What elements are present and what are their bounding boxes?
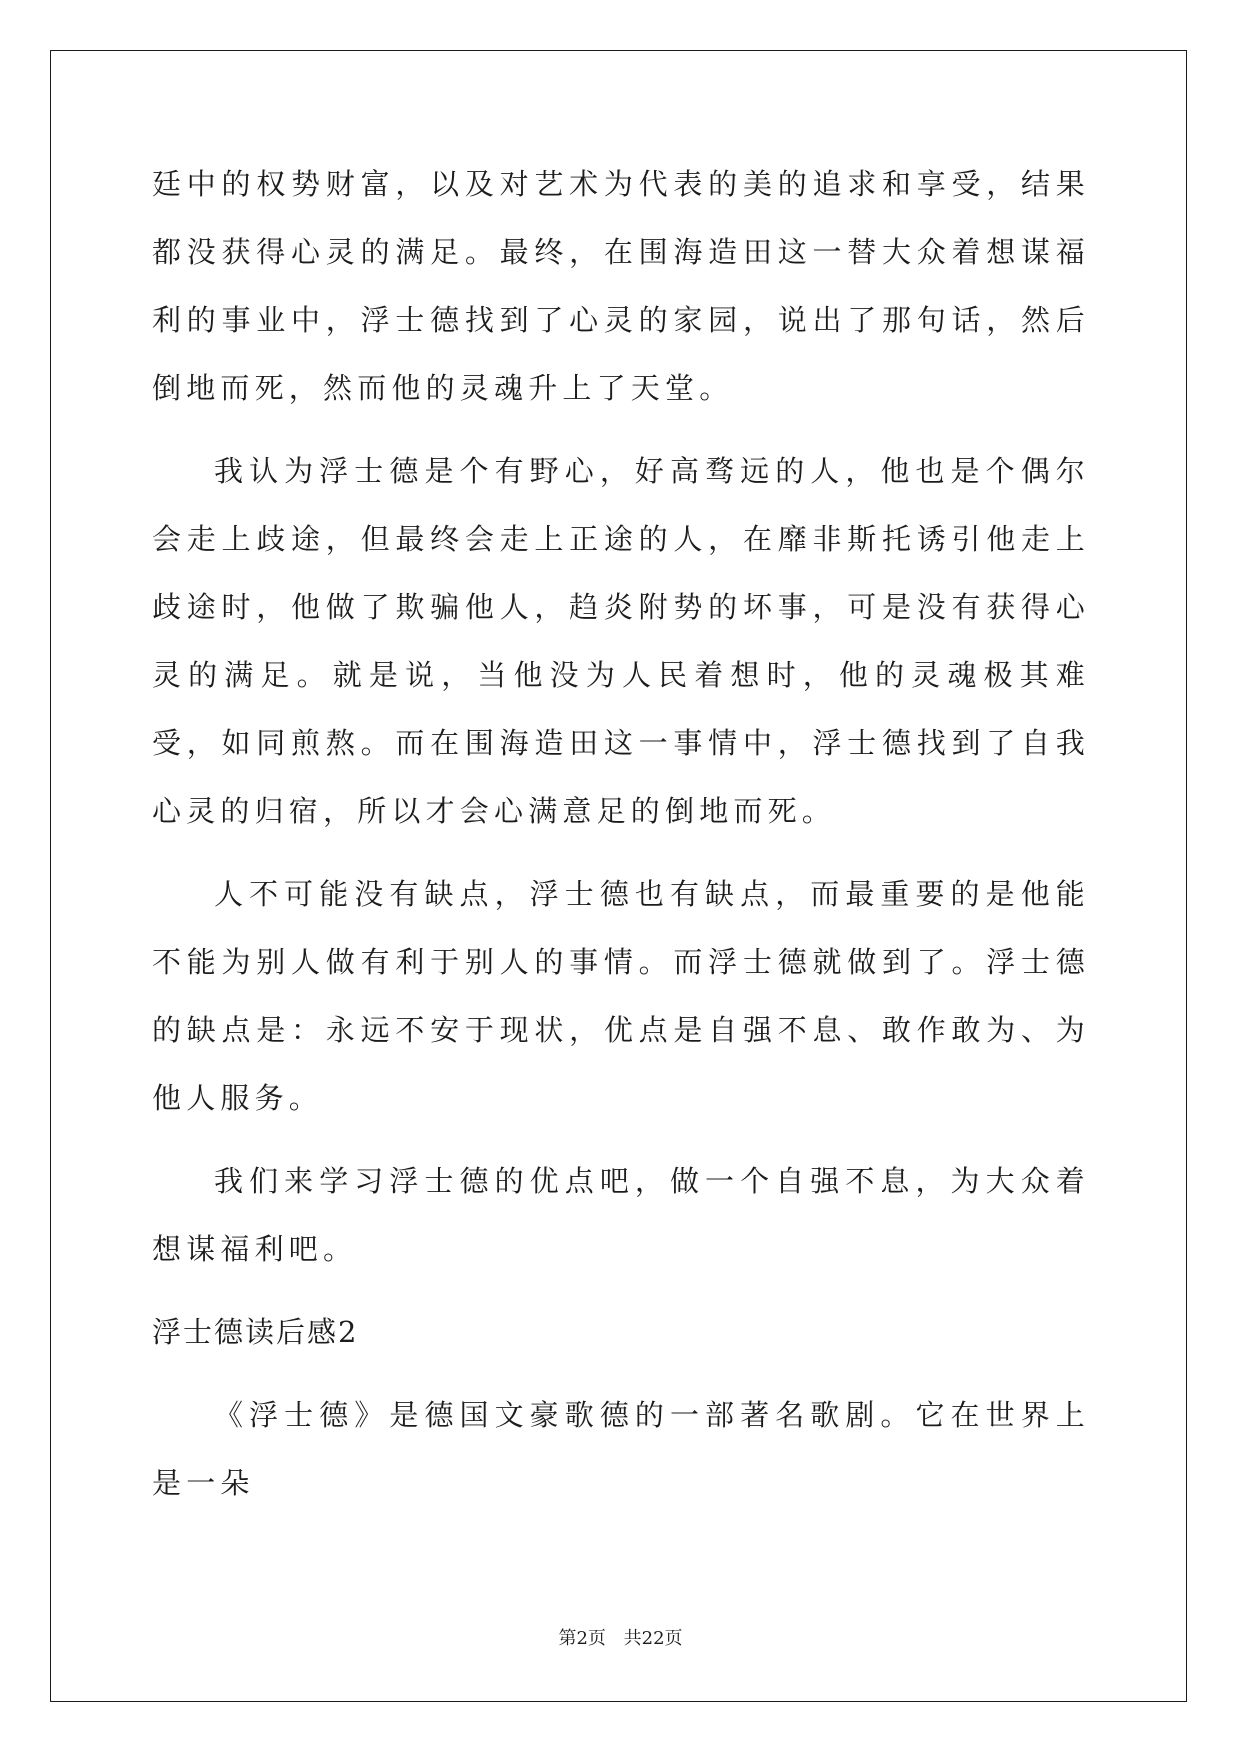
document-body [152, 162, 1090, 1532]
section-first-paragraph: 《浮士德》是德国文豪歌德的一部著名歌剧。它在世界上是一朵 [152, 1398, 1090, 1500]
paragraph-flaws: 人不可能没有缺点，浮士德也有缺点，而最重要的是他能不能为别人做有利于别人的事情。而浮士德就做到了。浮士德的缺点是：永远不安于现状，优点是自强不息、敢作敢为、为他人服务。 [152, 877, 1090, 1115]
paragraph-conclusion: 我们来学习浮士德的优点吧，做一个自强不息，为大众着想谋福利吧。 [152, 1164, 1090, 1266]
page-total: 共22页 [623, 1628, 683, 1649]
section-title: 浮士德读后感2 [152, 1315, 359, 1349]
page-footer [0, 1624, 1241, 1650]
paragraph-opinion: 我认为浮士德是个有野心，好高骛远的人，他也是个偶尔会走上歧途，但最终会走上正途的人，在靡非斯托诱引他走上歧途时，他做了欺骗他人，趋炎附势的坏事，可是没有获得心灵的满足。就是说，当他没为人民着想时，他的灵魂极其难受，如同煎熬。而在围海造田这一事情中，浮士德找到了自我心灵的归宿，所以才会心满意足的倒地而死。 [152, 454, 1090, 828]
paragraph-continued: 廷中的权势财富，以及对艺术为代表的美的追求和享受，结果都没获得心灵的满足。最终，在围海造田这一替大众着想谋福利的事业中，浮士德找到了心灵的家园，说出了那句话，然后倒地而死，然而他的灵魂升上了天堂。 [152, 167, 1090, 405]
page-number: 第2页 [558, 1628, 606, 1649]
